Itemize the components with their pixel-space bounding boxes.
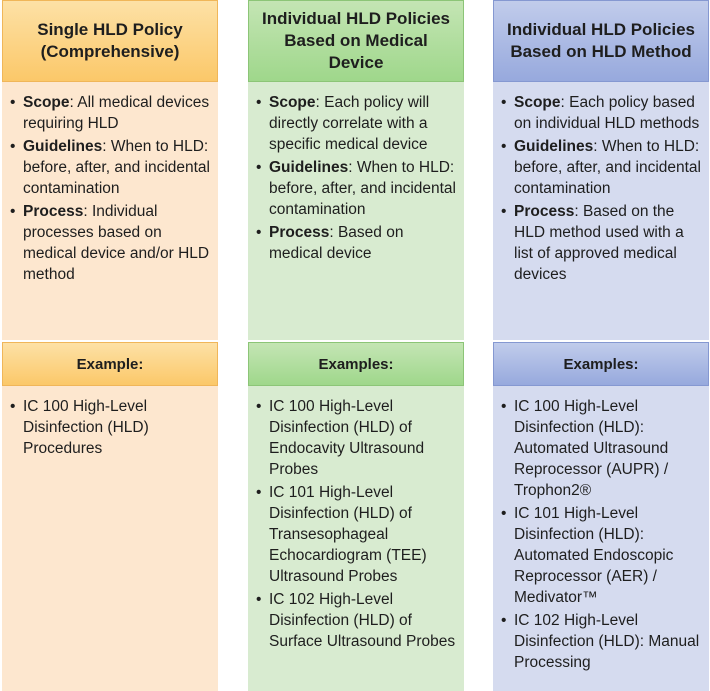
- examples-list: [2, 386, 218, 691]
- detail-text: : When to HLD: before, after, and incidental contamination: [23, 138, 210, 197]
- column-header: Single HLD Policy (Comprehensive): [2, 0, 218, 82]
- example-item: • IC 100 High-Level Disinfection (HLD): Automated Ultrasound Reprocessor (AUPR) / Trophon2®: [501, 396, 703, 501]
- examples-header: Examples:: [493, 342, 709, 386]
- detail-text: : When to HLD: before, after, and incidental contamination: [269, 159, 456, 218]
- detail-label: Process: [269, 224, 330, 241]
- example-item: • IC 102 High-Level Disinfection (HLD): Manual Processing: [501, 610, 703, 673]
- detail-item-process: [10, 201, 212, 285]
- detail-label: Guidelines: [269, 159, 349, 176]
- detail-text: : Based on medical device: [269, 224, 404, 262]
- detail-label: Scope: [269, 94, 316, 111]
- detail-label: Guidelines: [23, 138, 103, 155]
- detail-item-scope: [501, 92, 703, 134]
- column-policies-by-device: [248, 0, 464, 691]
- detail-text: : Each policy based on individual HLD methods: [514, 94, 700, 132]
- example-item: • IC 102 High-Level Disinfection (HLD) of Surface Ultrasound Probes: [256, 589, 458, 652]
- example-item: • IC 100 High-Level Disinfection (HLD) of Endocavity Ultrasound Probes: [256, 396, 458, 480]
- example-item: • IC 101 High-Level Disinfection (HLD) of Transesophageal Echocardiogram (TEE) Ultrasound Probes: [256, 482, 458, 587]
- detail-label: Process: [23, 203, 84, 220]
- example-item: • IC 100 High-Level Disinfection (HLD) Procedures: [10, 396, 212, 459]
- detail-item-process: [501, 201, 703, 285]
- column-details: [493, 82, 709, 340]
- column-policies-by-method: [493, 0, 709, 691]
- detail-label: Scope: [23, 94, 70, 111]
- detail-label: Guidelines: [514, 138, 594, 155]
- detail-item-process: [256, 222, 458, 264]
- detail-item-scope: [256, 92, 458, 155]
- column-details: [248, 82, 464, 340]
- detail-item-guidelines: [10, 136, 212, 199]
- detail-item-scope: [10, 92, 212, 134]
- examples-list: [248, 386, 464, 691]
- column-details: [2, 82, 218, 340]
- example-item: • IC 101 High-Level Disinfection (HLD): Automated Endoscopic Reprocessor (AER) / Medivator™: [501, 503, 703, 608]
- detail-text: : Each policy will directly correlate with a specific medical device: [269, 94, 430, 153]
- detail-text: : Based on the HLD method used with a list of approved medical devices: [514, 203, 684, 283]
- examples-list: [493, 386, 709, 691]
- column-header: Individual HLD Policies Based on HLD Method: [493, 0, 709, 82]
- detail-text: : All medical devices requiring HLD: [23, 94, 210, 132]
- detail-text: : Individual processes based on medical device and/or HLD method: [23, 203, 210, 283]
- column-header: Individual HLD Policies Based on Medical Device: [248, 0, 464, 82]
- detail-label: Process: [514, 203, 575, 220]
- detail-label: Scope: [514, 94, 561, 111]
- examples-header: Example:: [2, 342, 218, 386]
- detail-item-guidelines: [501, 136, 703, 199]
- detail-text: : When to HLD: before, after, and incidental contamination: [514, 138, 701, 197]
- detail-item-guidelines: [256, 157, 458, 220]
- column-single-hld-policy: [2, 0, 218, 691]
- examples-header: Examples:: [248, 342, 464, 386]
